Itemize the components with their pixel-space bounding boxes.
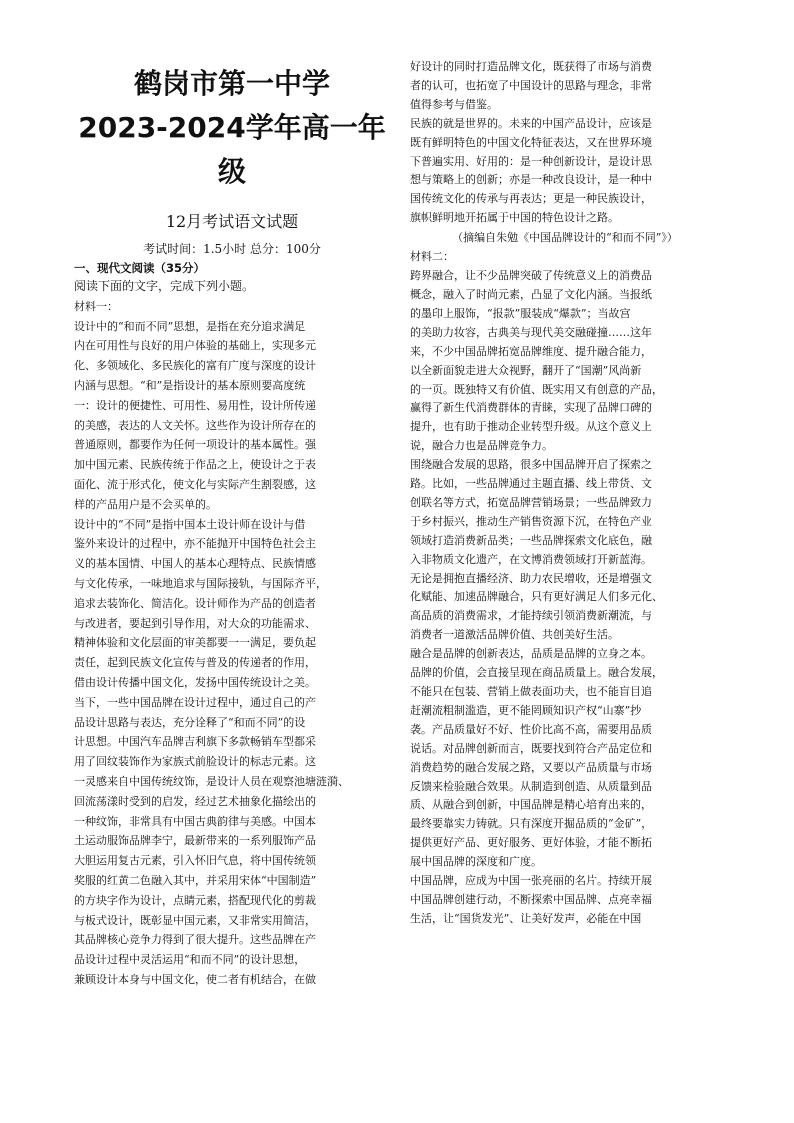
text-line: 国传统文化的传承与再表达；更是一种民族设计， xyxy=(410,192,652,206)
text-line: 设计中的“不同”是指中国本土设计师在设计与借 xyxy=(74,517,306,531)
text-line: 内涵与思想。“和”是指设计的基本原则要高度统 xyxy=(74,378,306,392)
text-line: 品设计思路与表达，充分诠释了“和而不同”的设 xyxy=(74,715,306,729)
exam-info: 考试时间：1.5小时 总分：100分 xyxy=(143,242,321,256)
text-line: 品牌的价值，会直接呈现在商品质量上。融合发展， xyxy=(410,666,663,680)
title-line-3: 级 xyxy=(217,155,246,188)
section-heading: 一、现代文阅读（35分） xyxy=(74,261,206,275)
text-line: 化赋能、加速品牌融合，只有更好满足人们多元化、 xyxy=(410,590,663,604)
text-line: 的美感，表达的人文关怀。这些作为设计所存在的 xyxy=(74,418,316,432)
text-line: 不能只在包装、营销上做表面功夫，也不能盲目追 xyxy=(410,685,652,698)
text-line: 加中国元素、民族传统于作品之上，使设计之于表 xyxy=(74,458,316,472)
text-line: 领域打造消费新品类；一些品牌探索文化底色，融 xyxy=(410,533,652,547)
left-column xyxy=(74,50,390,990)
title-line-2: 2023-2024学年高一年 xyxy=(78,111,386,144)
title-line-1: 鹤岗市第一中学 xyxy=(133,67,330,100)
text-line: 最终要靠实力铸就。只有深度开掘品质的“金矿”， xyxy=(410,817,653,831)
text-line: 设计中的“和而不同”思想，是指在充分追求满足 xyxy=(74,319,306,333)
text-line: 大胆运用复古元素，引入怀旧气息，将中国传统领 xyxy=(74,854,316,868)
material-2-body xyxy=(410,267,720,929)
text-line: 奖服的红黄二色融入其中，并采用宋体“中国制造” xyxy=(74,873,317,887)
exam-subtitle: 12月考试语文试题 xyxy=(165,212,299,231)
text-line: 一：设计的便捷性、可用性、易用性，设计所传递 xyxy=(74,398,316,412)
text-line: 用了回纹装饰作为家族式前脸设计的标志元素。这 xyxy=(74,755,316,769)
text-line: 好设计的同时打造品牌文化，既获得了市场与消费 xyxy=(410,60,652,73)
text-line: 说话。对品牌创新而言，既要找到符合产品定位和 xyxy=(410,741,652,755)
text-line: 展中国品牌的深度和广度。 xyxy=(410,855,542,869)
text-line: 借由设计传播中国文化，发扬中国传统设计之美。 xyxy=(74,675,316,689)
page-title xyxy=(74,62,390,194)
text-line: 想与策略上的创新；亦是一种改良设计，是一种中 xyxy=(410,173,652,187)
text-line: 与板式设计，既彰显中国元素，又非常实用简洁， xyxy=(74,913,316,927)
text-line: 的一页。既独特又有价值、既实用又有创意的产品， xyxy=(410,382,663,396)
text-line: 反馈来检验融合效果。从制造到创造、从质量到品 xyxy=(410,779,652,793)
text-line: 计思想。中国汽车品牌吉利旗下多款畅销车型都采 xyxy=(74,735,316,749)
text-line: 的墨印上服饰，“报款”服装成“爆款”；当故宫 xyxy=(410,306,631,320)
text-line: 精神体验和文化层面的审美都要一一满足，要负起 xyxy=(74,636,316,650)
text-line: 概念，融入了时尚元素，凸显了文化内涵。当报纸 xyxy=(410,287,652,301)
text-line: 融合是品牌的创新表达，品质是品牌的立身之本。 xyxy=(410,647,652,661)
source-note: （摘编自朱勉《中国品牌设计的“和而不同”》） xyxy=(452,231,678,245)
text-line: 兼顾设计本身与中国文化，使二者有机结合，在做 xyxy=(74,972,316,986)
text-line: 者的认可，也拓宽了中国设计的思路与理念，非常 xyxy=(410,78,652,92)
right-column xyxy=(410,58,720,929)
text-line: 的美助力妆容，古典美与现代美交融碰撞……这年 xyxy=(410,325,652,339)
text-line: 既有鲜明特色的中国文化特征表达，又在世界环境 xyxy=(410,135,652,149)
text-line: 内在可用性与良好的用户体验的基础上，实现多元 xyxy=(74,339,316,353)
text-line: 面化、流于形式化，使文化与实际产生割裂感，这 xyxy=(74,477,316,491)
text-line: 与改进者，要起到引导作用，对大众的功能需求、 xyxy=(74,616,316,630)
text-line: 追求去装饰化、简洁化。设计师作为产品的创造者 xyxy=(74,596,316,610)
text-line: 于乡村振兴，推动生产销售资源下沉，在特色产业 xyxy=(410,514,652,528)
text-line: 义的基本国情、中国人的基本心理特点、民族情感 xyxy=(74,557,316,571)
text-line: 提供更好产品、更好服务、更好体验，才能不断拓 xyxy=(410,836,652,850)
text-line: 的方块字作为设计，点睛元素，搭配现代化的剪裁 xyxy=(74,893,316,907)
text-line: 围绕融合发展的思路，很多中国品牌开启了探索之 xyxy=(410,458,652,472)
text-line: 入非物质文化遗产，在文博消费领域打开新蓝海。 xyxy=(410,552,652,566)
text-line: 一灵感来自中国传统纹饰，是设计人员在观察池塘涟漪、 xyxy=(74,774,349,788)
text-line: 责任，起到民族文化宣传与普及的传递者的作用， xyxy=(74,656,316,670)
text-line: 赶潮流粗制滥造，更不能罔顾知识产权“山寨”抄 xyxy=(410,703,642,717)
text-line: 提升，也有助于推动企业转型升级。从这个意义上 xyxy=(410,420,652,434)
instruction: 阅读下面的文字，完成下列小题。 xyxy=(74,279,255,293)
material-1-label: 材料一： xyxy=(74,299,118,313)
text-line: 以全新面貌走进大众视野，翻开了“国潮”风尚新 xyxy=(410,363,642,377)
text-line: 中国品牌，应成为中国一张亮丽的名片。持续开展 xyxy=(410,874,652,888)
text-line: 质、从融合到创新，中国品牌是精心培育出来的， xyxy=(410,798,652,812)
text-line: 品设计过程中灵活运用“和而不同”的设计思想， xyxy=(74,953,306,967)
text-line: 当下，一些中国品牌在设计过程中，通过自己的产 xyxy=(74,695,316,709)
text-line: 跨界融合，让不少品牌突破了传统意义上的消费品 xyxy=(410,269,652,283)
text-line: 说，融合力也是品牌竞争力。 xyxy=(410,439,553,453)
text-line: 路。比如，一些品牌通过主题直播、线上带货、文 xyxy=(410,477,652,491)
text-line: 与文化传承，一味地追求与国际接轨，与国际齐平， xyxy=(74,576,327,590)
text-line: 值得参考与借鉴。 xyxy=(410,97,498,111)
text-line: 消费趋势的融合发展之路，又要以产品质量与市场 xyxy=(410,760,652,774)
text-line: 化、多领域化、多民族化的富有广度与深度的设计 xyxy=(74,359,316,373)
text-line: 高品质的消费需求，才能持续引领消费新潮流，与 xyxy=(410,609,652,623)
text-line: 无论是拥抱直播经济、助力农民增收，还是增强文 xyxy=(410,571,652,585)
text-line: 袭。产品质量好不好、性价比高不高，需要用品质 xyxy=(410,722,652,736)
text-line: 创联名等方式，拓宽品牌营销场景；一些品牌致力 xyxy=(410,495,652,509)
text-line: 来，不少中国品牌拓宽品牌维度、提升融合能力， xyxy=(410,344,652,358)
text-line: 中国品牌创建行动，不断探索中国品牌、点亮幸福 xyxy=(410,892,652,906)
material-1-conclusion xyxy=(410,58,720,228)
text-line: 鉴外来设计的过程中，亦不能抛开中国特色社会主 xyxy=(74,537,316,551)
text-line: 样的产品用户是不会买单的。 xyxy=(74,497,217,511)
text-line: 其品牌核心竞争力得到了很大提升。这些品牌在产 xyxy=(74,933,316,947)
text-line: 旗帜鲜明地开拓属于中国的特色设计之路。 xyxy=(410,211,619,225)
text-line: 一种纹饰，非常具有中国古典韵律与美感。中国本 xyxy=(74,814,316,828)
text-line: 土运动服饰品牌李宁，最新带来的一系列服饰产品 xyxy=(74,834,316,848)
text-line: 生活，让“国货发光”、让美好发声，必能在中国 xyxy=(410,911,642,925)
material-1-body xyxy=(74,317,390,990)
material-2-label: 材料二： xyxy=(410,250,454,264)
text-line: 回流荡漾时受到的启发，经过艺术抽象化描绘出的 xyxy=(74,794,316,808)
text-line: 消费者一道激活品牌价值、共创美好生活。 xyxy=(410,628,619,642)
text-line: 普通原则，都要作为任何一项设计的基本属性。强 xyxy=(74,438,316,452)
text-line: 民族的就是世界的。未来的中国产品设计，应该是 xyxy=(410,116,652,130)
text-line: 下普遍实用、好用的：是一种创新设计，是设计思 xyxy=(410,154,652,168)
text-line: 赢得了新生代消费群体的青睐，实现了品牌口碑的 xyxy=(410,401,652,415)
